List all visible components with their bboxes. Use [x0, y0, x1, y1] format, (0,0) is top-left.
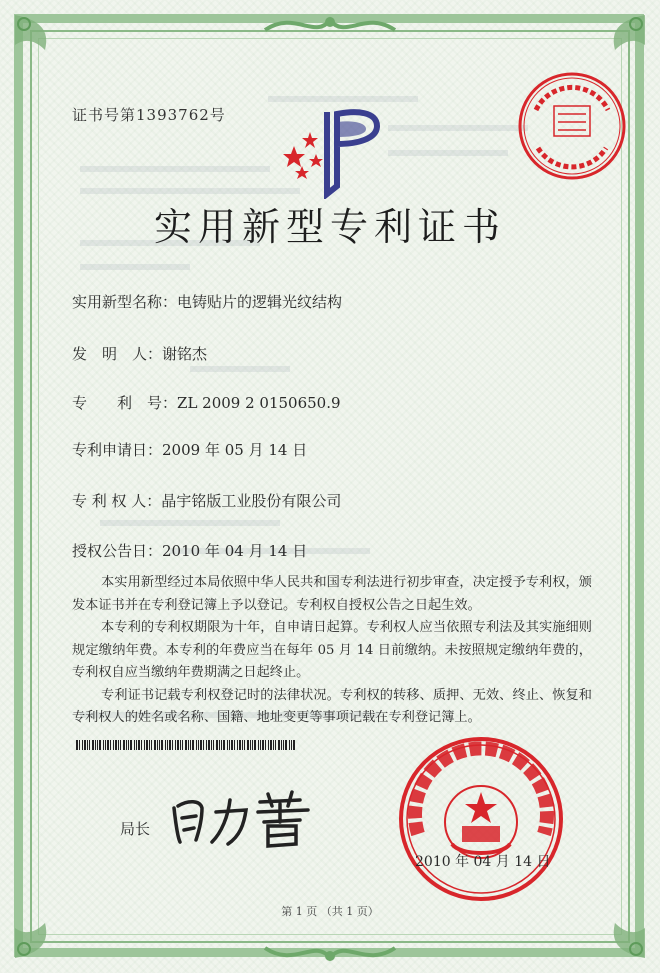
barcode-bar [219, 740, 220, 750]
barcode-bar [154, 740, 156, 750]
barcode-bar [136, 740, 137, 750]
barcode-bar [146, 740, 148, 750]
barcode-bar [244, 740, 245, 750]
barcode-bar [177, 740, 179, 750]
barcode-bar [293, 740, 295, 750]
barcode-bar [79, 740, 80, 750]
field-value: 2009 年 05 月 14 日 [162, 441, 308, 459]
barcode-bar [291, 740, 292, 750]
barcode-bar [242, 740, 243, 750]
barcode-bar [262, 740, 264, 750]
barcode-bar [149, 740, 150, 750]
barcode-bar [227, 740, 228, 750]
barcode-bar [221, 740, 222, 750]
seal-date: 2010 年 04 月 14 日 [415, 854, 551, 870]
field-label: 发 明 人： [72, 345, 163, 363]
body-paragraph: 本实用新型经过本局依照中华人民共和国专利法进行初步审查，决定授予专利权，颁发本证书并在专利登记簿上予以登记。专利权自授权公告之日起生效。 [72, 575, 592, 613]
barcode-bar [130, 740, 132, 750]
barcode-bar [107, 740, 109, 750]
barcode-bar [97, 740, 98, 750]
barcode-bar [237, 740, 238, 750]
barcode-bar [161, 740, 163, 750]
barcode-bar [231, 740, 233, 750]
barcode-bar [281, 740, 282, 750]
barcode-bar [128, 740, 129, 750]
barcode-bar [120, 740, 121, 750]
field-value: ZL 2009 2 0150650.9 [177, 394, 341, 412]
barcode-bar [268, 740, 269, 750]
field-label: 专利申请日： [72, 441, 163, 459]
barcode-bar [229, 740, 230, 750]
barcode-bar [252, 740, 253, 750]
barcode-bar [289, 740, 290, 750]
field-value: 电铸贴片的逻辑光纹结构 [177, 293, 343, 311]
barcode-bar [273, 740, 274, 750]
barcode-bar [203, 740, 204, 750]
barcode-bar [285, 740, 287, 750]
ipo-stamp [516, 70, 628, 182]
barcode-bar [141, 740, 142, 750]
corner-ornament-icon [10, 10, 80, 80]
state-ipo-seal [396, 734, 566, 904]
field-value: 谢铭杰 [162, 345, 208, 363]
barcode-bar [258, 740, 259, 750]
barcode-bar [115, 740, 117, 750]
barcode-bar [247, 740, 249, 750]
barcode-bar [157, 740, 158, 750]
barcode-bar [198, 740, 199, 750]
barcode-bar [254, 740, 256, 750]
barcode-bar [84, 740, 86, 750]
barcode-bar [138, 740, 140, 750]
field-patent-number [72, 392, 341, 413]
barcode-bar [182, 740, 183, 750]
barcode-bar [123, 740, 125, 750]
patent-office-logo [282, 104, 382, 199]
barcode-bar [278, 740, 280, 750]
barcode-bar [167, 740, 168, 750]
field-patentee [72, 490, 341, 511]
barcode-bar [99, 740, 101, 750]
barcode-bar [103, 740, 104, 750]
field-label: 专 利 号： [72, 394, 178, 412]
director-signature [168, 786, 318, 850]
field-label: 授权公告日： [72, 542, 163, 560]
barcode-bar [134, 740, 135, 750]
barcode-bar [223, 740, 225, 750]
barcode-bar [260, 740, 261, 750]
director-label: 局长 [120, 820, 151, 838]
barcode-bar [118, 740, 119, 750]
barcode-bar [192, 740, 194, 750]
barcode-bar [110, 740, 111, 750]
barcode-bar [151, 740, 152, 750]
barcode-bar [216, 740, 218, 750]
barcode-bar [185, 740, 187, 750]
barcode-bar [208, 740, 210, 750]
barcode-bar [82, 740, 83, 750]
certificate-number: 证书号第1393762号 [72, 106, 226, 124]
page-footer: 第 1 页 （共 1 页） [281, 905, 379, 918]
barcode-bar [169, 740, 171, 750]
barcode-bar [92, 740, 94, 750]
barcode-bar [190, 740, 191, 750]
barcode-bar [126, 740, 127, 750]
barcode-bar [180, 740, 181, 750]
barcode-bar [76, 740, 78, 750]
barcode-bar [113, 740, 114, 750]
barcode-bar [144, 740, 145, 750]
field-utility-model-name [72, 291, 342, 312]
barcode-bar [265, 740, 266, 750]
barcode-bar [250, 740, 251, 750]
barcode-bar [270, 740, 272, 750]
barcode-bar [87, 740, 88, 750]
barcode-bar [159, 740, 160, 750]
bottom-ornament-icon [255, 938, 405, 968]
body-paragraph: 本专利的专利权期限为十年，自申请日起算。专利权人应当依照专利法及其实施细则规定缴纳年费。本专利的年费应当在每年 05 月 14 日前缴纳。未按照规定缴纳年费的，专利权自应当缴纳年费期满之日起终止。 [72, 620, 592, 680]
certificate-body [72, 572, 592, 730]
field-value: 晶宇铭版工业股份有限公司 [161, 492, 342, 510]
barcode-bar [175, 740, 176, 750]
barcode-bar [234, 740, 235, 750]
field-label: 实用新型名称： [72, 293, 178, 311]
barcode-bar [105, 740, 106, 750]
barcode [76, 740, 298, 750]
barcode-bar [188, 740, 189, 750]
certificate-title: 实用新型专利证书 [153, 205, 506, 249]
field-inventor [72, 343, 207, 364]
field-application-date [72, 439, 307, 460]
barcode-bar [275, 740, 276, 750]
barcode-bar [95, 740, 96, 750]
barcode-bar [206, 740, 207, 750]
barcode-bar [283, 740, 284, 750]
barcode-bar [165, 740, 166, 750]
barcode-bar [213, 740, 214, 750]
top-ornament-icon [255, 10, 405, 44]
barcode-bar [211, 740, 212, 750]
barcode-bar [172, 740, 173, 750]
barcode-bar [239, 740, 241, 750]
field-grant-date [72, 540, 307, 561]
barcode-bar [196, 740, 197, 750]
field-label: 专 利 权 人： [72, 492, 162, 510]
field-value: 2010 年 04 月 14 日 [162, 542, 308, 560]
barcode-bar [200, 740, 202, 750]
barcode-bar [89, 740, 90, 750]
body-paragraph: 专利证书记载专利权登记时的法律状况。专利权的转移、质押、无效、终止、恢复和专利权人的姓名或名称、国籍、地址变更等事项记载在专利登记簿上。 [72, 687, 592, 725]
